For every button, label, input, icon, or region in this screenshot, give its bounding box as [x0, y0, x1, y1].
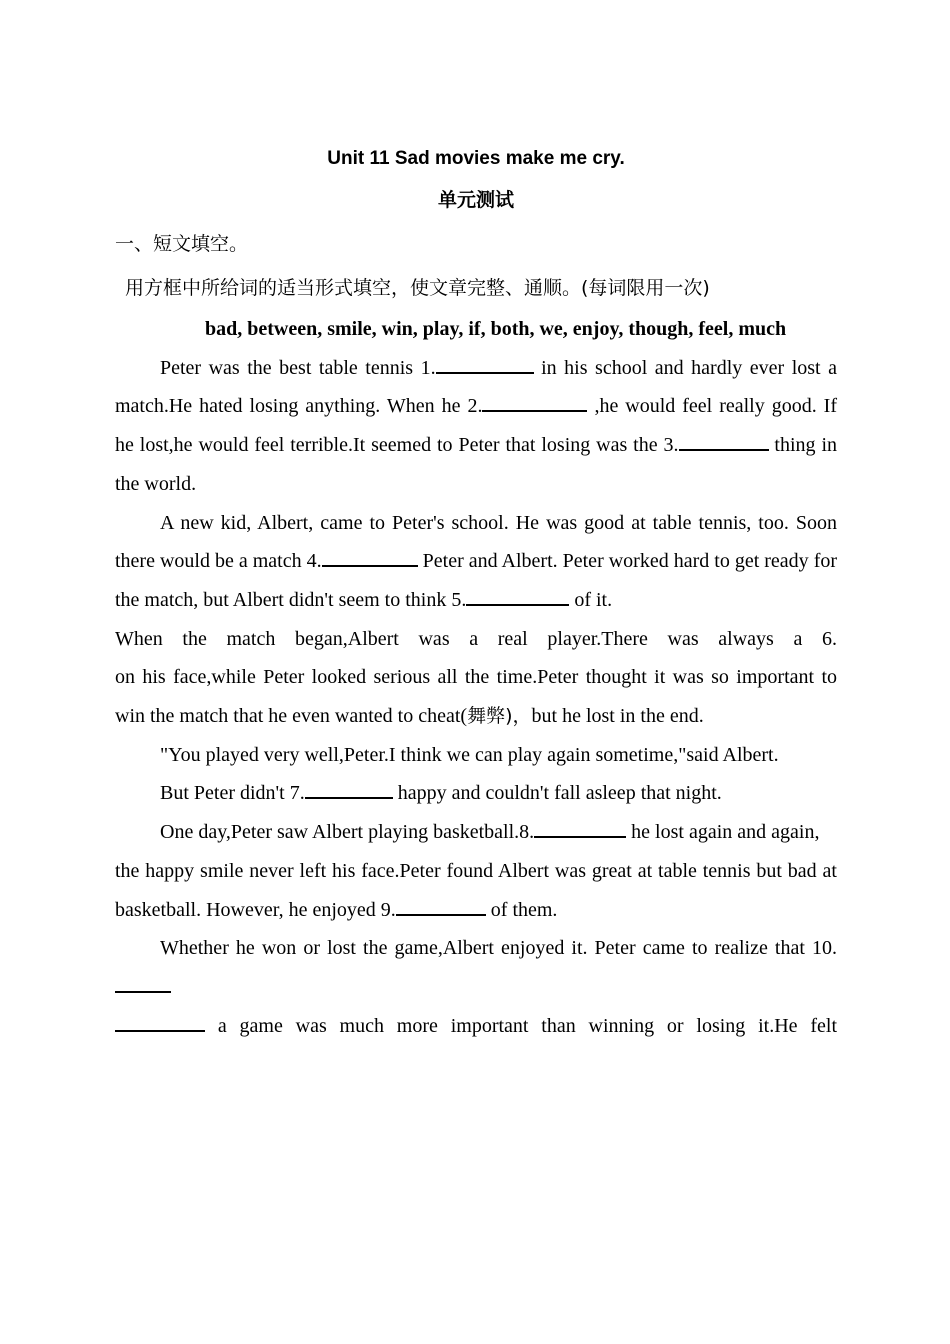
- blank-4[interactable]: [322, 545, 418, 567]
- text-segment: he lost again and again,: [626, 821, 820, 844]
- paragraph-8: [115, 1007, 837, 1046]
- word-bank: bad, between, smile, win, play, if, both, we, enjoy, though, feel, much: [205, 318, 787, 340]
- paragraph-7: [115, 929, 837, 1006]
- text-segment-cn: 舞弊)，: [467, 705, 532, 728]
- text-segment: of them.: [485, 898, 558, 921]
- page-title: Unit 11 Sad movies make me cry.: [327, 148, 625, 169]
- worksheet-page: [115, 140, 837, 1045]
- blank-10[interactable]: [115, 971, 171, 993]
- text-segment: One day,Peter saw Albert playing basketball.8.: [160, 821, 535, 844]
- blank-10-cont[interactable]: [115, 1010, 205, 1032]
- paragraph-4: [115, 774, 837, 813]
- paragraph-2-line: When the match began,Albert was a real player.There was always a 6.: [115, 627, 837, 650]
- paragraph-2-cont: [115, 658, 837, 735]
- blank-5[interactable]: [466, 584, 569, 606]
- text-segment: Whether he won or lost the game,Albert enjoyed it. Peter came to realize that 10.: [160, 937, 837, 960]
- paragraph-5: [115, 813, 837, 852]
- paragraph-6: [115, 852, 837, 929]
- section-heading: 一、短文填空。: [115, 233, 249, 255]
- text-segment: Peter and Albert. Peter worked hard to get ready for the match, but Albert didn't seem to think 5.: [115, 550, 838, 611]
- text-segment: thing in the world.: [115, 434, 837, 495]
- text-segment: Peter was the best table tennis 1.: [160, 356, 436, 379]
- text-segment: a game was much more important than winning or losing it.He felt: [205, 1014, 837, 1037]
- blank-2[interactable]: [482, 390, 587, 412]
- page-subtitle: 单元测试: [437, 189, 514, 211]
- paragraph-3: "You played very well,Peter.I think we can play again sometime,"said Albert.: [160, 743, 779, 766]
- text-segment: on his face,while Peter looked serious all the time.Peter thought it was so important to win the match that he even wanted to cheat(: [115, 666, 837, 728]
- text-segment: A new kid, Albert, came to Peter's school. He was good at table tennis, too. Soon there would be a match 4.: [115, 511, 837, 573]
- paragraph-2: [115, 504, 837, 620]
- blank-3[interactable]: [679, 429, 769, 451]
- text-segment: But Peter didn't 7.: [160, 782, 305, 805]
- paragraph-1: [115, 349, 837, 504]
- text-segment: in his school and hardly ever lost a match.He hated losing anything. When he 2.: [115, 356, 837, 418]
- blank-7[interactable]: [305, 777, 393, 799]
- text-segment: happy and couldn't fall asleep that night.: [392, 782, 722, 805]
- blank-9[interactable]: [396, 894, 486, 916]
- instruction-text: 用方框中所给词的适当形式填空，使文章完整、通顺。(每词限用一次): [125, 277, 710, 299]
- text-segment: of it.: [569, 588, 613, 611]
- text-segment: the happy smile never left his face.Peter found Albert was great at table tennis but bad at basketball. However, he enjoyed 9.: [115, 859, 837, 921]
- blank-8[interactable]: [534, 816, 626, 838]
- text-segment: but he lost in the end.: [531, 705, 704, 728]
- text-segment: ,he would feel really good. If he lost,he would feel terrible.It seemed to Peter that losing was the 3.: [115, 395, 838, 457]
- blank-1[interactable]: [436, 352, 534, 374]
